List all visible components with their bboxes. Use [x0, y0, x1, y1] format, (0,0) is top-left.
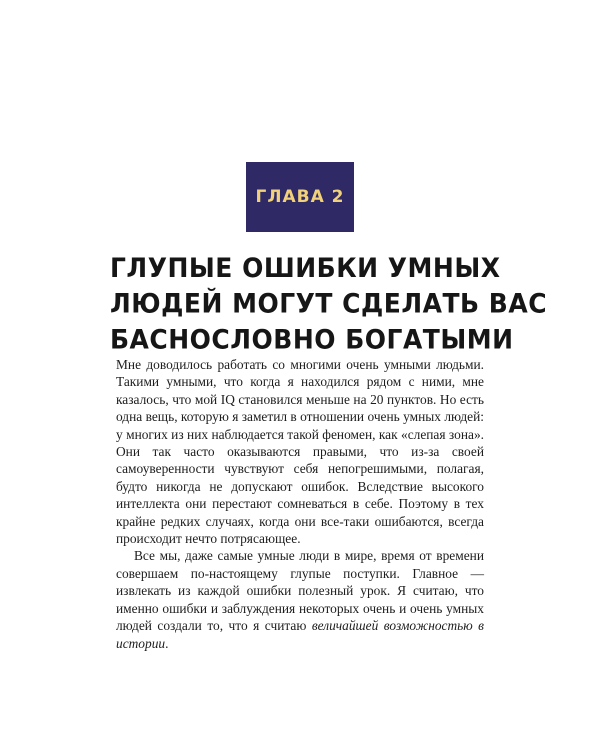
paragraph-1: Мне доводилось работать со многими очень умными людьми. Такими умными, что когда я находился рядом с ними, мне казалось, что мой IQ становился меньше на 20 пунктов. Но есть одна вещь, которую я заметил в отношении очень умных людей: у многих из них наблюдается такой феномен, как «слепая зона». Они так часто оказываются правыми, что из-за своей самоуверенности чувствуют себя непогрешимыми, полагая, будто никогда не допускают ошибок. Вследствие высокого интеллекта они перестают сомневаться в себе. Поэтому в тех крайне редких случаях, когда они все-таки ошибаются, всегда происходит нечто потрясающее.: [116, 357, 484, 547]
chapter-title: [110, 250, 548, 357]
paragraph-2-end: .: [165, 635, 169, 651]
paragraph-2-emphasis: величайшей возможностью в истории: [116, 618, 484, 651]
chapter-title-line-3: БАСНОСЛОВНО БОГАТЫМИ: [110, 323, 514, 355]
paragraph-2: [116, 547, 484, 651]
body-text: [116, 356, 484, 652]
chapter-badge: [246, 162, 354, 232]
chapter-label: ГЛАВА 2: [255, 187, 345, 207]
paragraph-2-text: Все мы, даже самые умные люди в мире, время от времени совершаем по-настоящему глупые поступки. Главное — извлекать из каждой ошибки полезный урок. Я считаю, что именно ошибки и заблуждения некоторых очень и очень умных людей создали то, что я считаю: [116, 548, 484, 634]
chapter-title-line-1: ГЛУПЫЕ ОШИБКИ УМНЫХ: [110, 252, 501, 284]
chapter-title-line-2: ЛЮДЕЙ МОГУТ СДЕЛАТЬ ВАС: [110, 287, 548, 320]
